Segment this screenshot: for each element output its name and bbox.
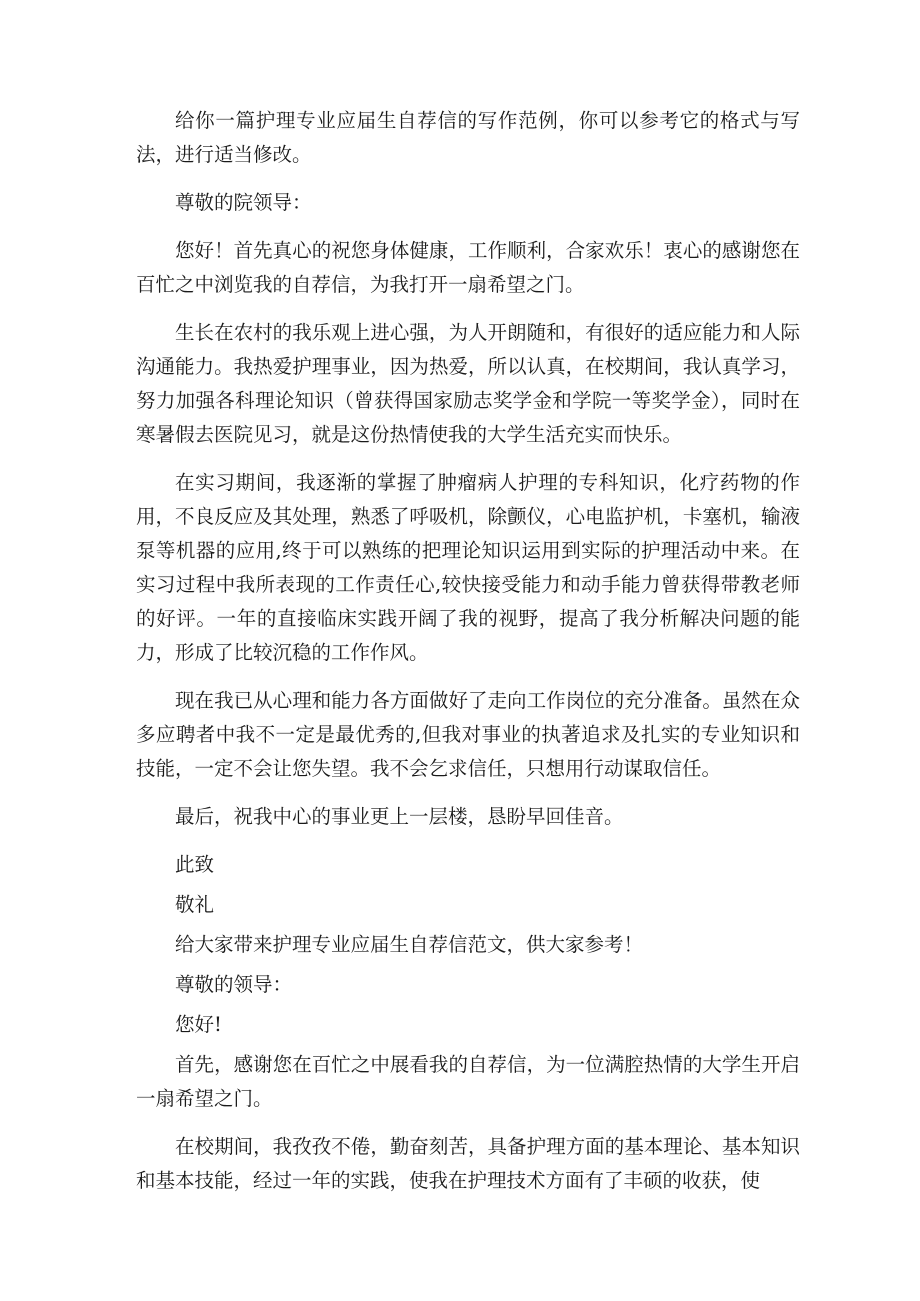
internship-paragraph: 在实习期间，我逐渐的掌握了肿瘤病人护理的专科知识，化疗药物的作用，不良反应及其处理，熟悉了呼吸机，除颤仪，心电监护机，卡塞机，输液泵等机器的应用,终于可以熟练的把理论知识运用到实际的护理活动中来。在实习过程中我所表现的工作责任心,较快接受能力和动手能力曾获得带教老师的好评。一年的直接临床实践开阔了我的视野，提高了我分析解决问题的能力，形成了比较沉稳的工作作风。 [136,471,800,664]
intro-paragraph: 给你一篇护理专业应届生自荐信的写作范例，你可以参考它的格式与写法，进行适当修改。 [136,109,800,166]
closing-jingli: 敬礼 [175,893,215,916]
thanks-paragraph: 首先，感谢您在百忙之中展看我的自荐信，为一位满腔热情的大学生开启一扇希望之门。 [136,1053,800,1110]
background-paragraph: 生长在农村的我乐观上进心强，为人开朗随和，有很好的适应能力和人际沟通能力。我热爱护理事业，因为热爱，所以认真，在校期间，我认真学习，努力加强各科理论知识（曾获得国家励志奖学金和学院一等奖学金），同时在寒暑假去医院见习，就是这份热情使我的大学生活充实而快乐。 [136,321,800,446]
closing-wish: 最后，祝我中心的事业更上一层楼，恳盼早回佳音。 [175,805,624,828]
readiness-paragraph: 现在我已从心理和能力各方面做好了走向工作岗位的充分准备。虽然在众多应聘者中我不一定是最优秀的,但我对事业的执著追求及扎实的专业知识和技能，一定不会让您失望。我不会乞求信任，只想用行动谋取信任。 [136,689,800,780]
salutation-1: 尊敬的院领导： [175,191,312,214]
second-intro: 给大家带来护理专业应届生自荐信范文，供大家参考！ [175,933,644,956]
letter-body [136,104,800,1212]
closing-cizhi: 此致 [175,853,215,876]
greeting-paragraph-1: 您好！首先真心的祝您身体健康，工作顺利，合家欢乐！衷心的感谢您在百忙之中浏览我的自荐信，为我打开一扇希望之门。 [136,239,800,296]
greeting-2: 您好! [175,1013,222,1036]
school-paragraph: 在校期间，我孜孜不倦，勤奋刻苦，具备护理方面的基本理论、基本知识和基本技能，经过一年的实践，使我在护理技术方面有了丰硕的收获，使 [136,1135,800,1192]
salutation-2: 尊敬的领导： [175,973,293,996]
